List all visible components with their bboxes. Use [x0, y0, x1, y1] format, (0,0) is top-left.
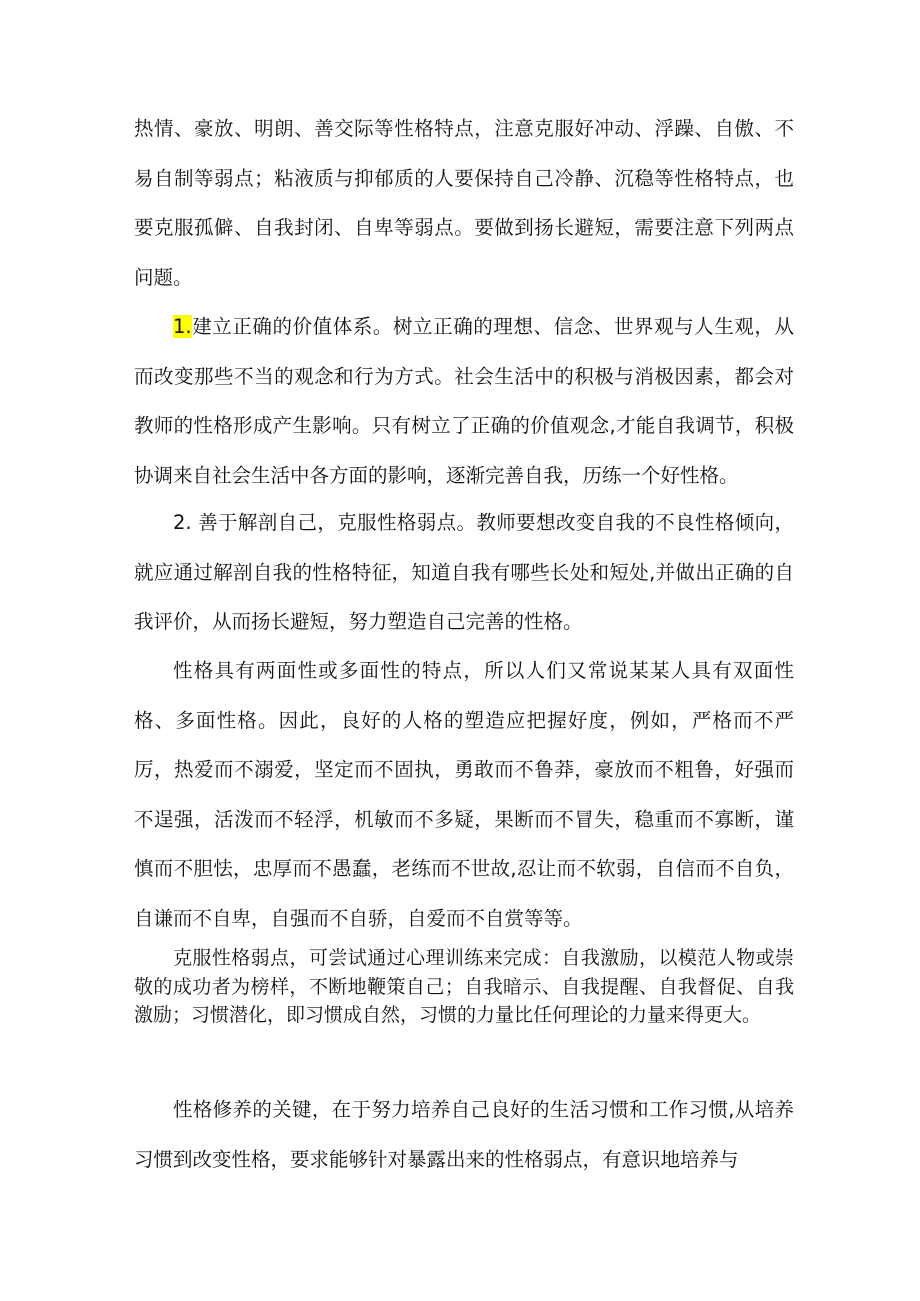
paragraph-2-text: 建立正确的价值体系。树立正确的理想、信念、世界观与人生观，从而改变那些不当的观念和行为方式。社会生活中的积极与消极因素，都会对教师的性格形成产生影响。只有树立了正确的价值观念,才能自我调节，积极协调来自社会生活中各方面的影响，逐渐完善自我，历练一个好性格。 [134, 315, 794, 487]
paragraph-6: 性格修养的关键，在于努力培养自己良好的生活习惯和工作习惯,从培养习惯到改变性格，要求能够针对暴露出来的性格弱点，有意识地培养与 [134, 1098, 794, 1171]
paragraph-3: 2. 善于解剖自己，克服性格弱点。教师要想改变自我的不良性格倾向，就应通过解剖自我的性格特征，知道自我有哪些长处和短处,并做出正确的自我评价，从而扬长避短，努力塑造自己完善的性格。 [134, 511, 794, 634]
paragraph-4: 性格具有两面性或多面性的特点，所以人们又常说某某人具有双面性格、多面性格。因此，良好的人格的塑造应把握好度，例如，严格而不严厉，热爱而不溺爱，坚定而不固执，勇敢而不鲁莽，豪放而不粗鲁，好强而不逞强，活泼而不轻浮，机敏而不多疑，果断而不冒失，稳重而不寡断，谨慎而不胆怯，忠厚而不愚蠢，老练而不世故,忍让而不软弱，自信而不自负，自谦而不自卑，自强而不自骄，自爱而不自赏等等。 [134, 659, 794, 930]
list-number-highlight: 1. [173, 315, 192, 338]
paragraph-1: 热情、豪放、明朗、善交际等性格特点，注意克服好冲动、浮躁、自傲、不易自制等弱点；粘液质与抑郁质的人要保持自己冷静、沉稳等性格特点，也要克服孤僻、自我封闭、自卑等弱点。要做到扬长避短，需要注意下列两点问题。 [134, 117, 794, 289]
paragraph-2 [134, 302, 794, 500]
paragraph-5: 克服性格弱点，可尝试通过心理训练来完成：自我激励，以模范人物或崇敬的成功者为榜样，不断地鞭策自己；自我暗示、自我提醒、自我督促、自我激励；习惯潜化，即习惯成自然，习惯的力量比任何理论的力量来得更大。 [134, 947, 794, 1026]
